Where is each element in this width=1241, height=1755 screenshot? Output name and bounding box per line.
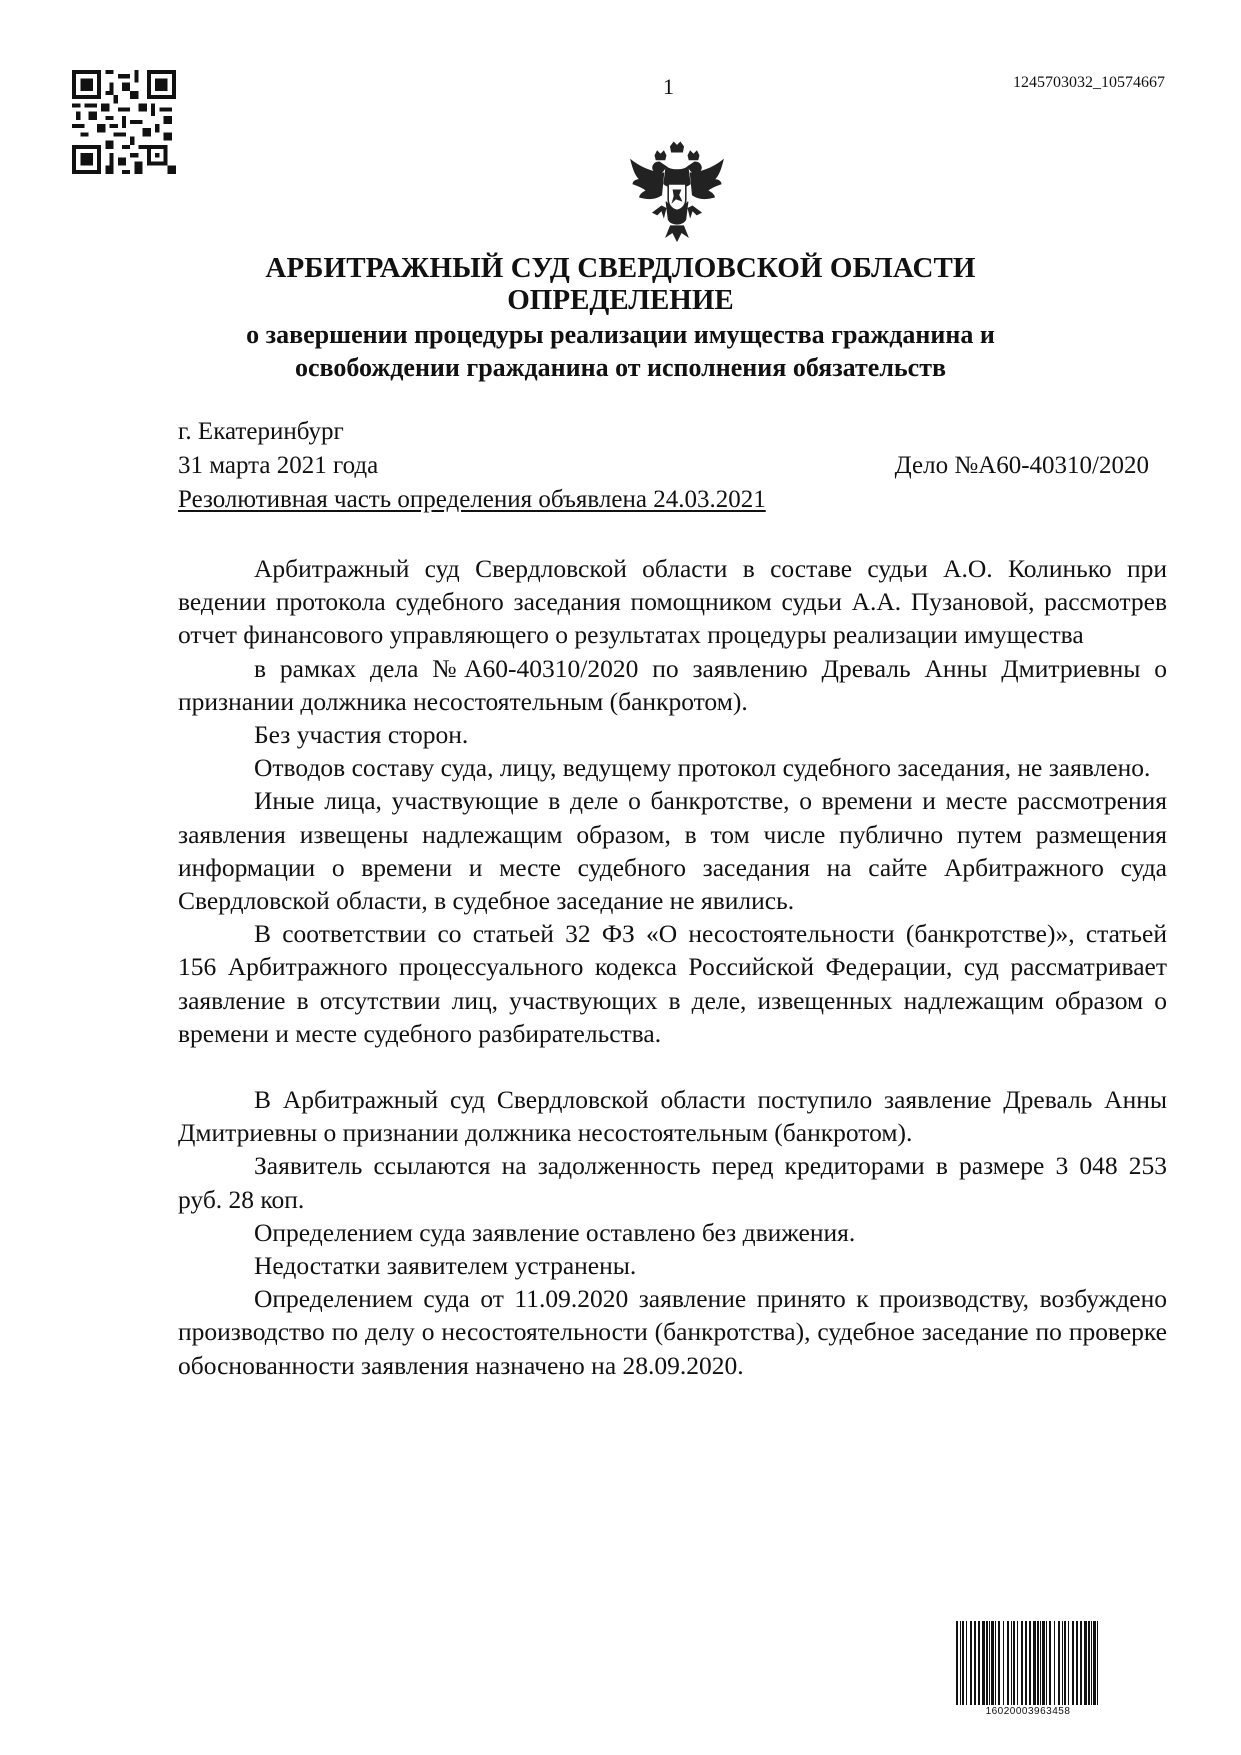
barcode-bar [1021,1621,1023,1705]
barcode-bar [1007,1621,1009,1705]
barcode-number: 16020003963458 [985,1706,1071,1717]
barcode-bar [960,1621,961,1705]
barcode-bar [991,1621,994,1705]
barcode-bar [962,1621,964,1705]
barcode-bar [1064,1621,1066,1705]
russian-coat-of-arms-icon [622,140,732,250]
barcode-bar [1072,1621,1074,1705]
paragraph-legal-basis: В соответствии со статьей 32 ФЗ «О несостоятельности (банкротстве)», статьей 156 Арбитражного процессуального кодекса Российской Федерации, суд рассматривает заявление в отсутствии лиц, участвующих в деле, извещенных надлежащим образом о времени и месте судебного разбирательства. [178,919,1167,1048]
barcode-bar [1040,1621,1041,1705]
barcode-icon [954,1621,1102,1705]
barcode-bar [982,1621,985,1705]
barcode-bar [1033,1621,1036,1705]
barcode-bar [1049,1621,1051,1705]
barcode-bar [1037,1621,1039,1705]
paragraph-deficiencies-fixed: Недостатки заявителем устранены. [254,1251,637,1281]
paragraph-no-challenges: Отводов составу суда, лицу, ведущему протокол судебного заседания, не заявлено. [254,753,1151,783]
barcode-bar [1058,1621,1060,1705]
barcode-bar [1025,1621,1027,1705]
paragraph-left-without-action: Определением суда заявление оставлено без движения. [254,1217,856,1247]
qr-code-icon [72,70,176,174]
barcode-bar [1091,1621,1092,1705]
document-type: ОПРЕДЕЛЕНИЕ [507,284,734,316]
barcode-bar [1042,1621,1045,1705]
barcode-bar [1046,1621,1047,1705]
barcode-bar [998,1621,1000,1705]
barcode-bar [978,1621,980,1705]
resolution-note: Резолютивная часть определения объявлена 24.03.2021 [178,486,766,513]
document-id: 1245703032_10574667 [1013,74,1165,91]
barcode-bar [1080,1621,1082,1705]
court-title: АРБИТРАЖНЫЙ СУД СВЕРДЛОВСКОЙ ОБЛАСТИ [265,252,976,284]
paragraph-notification: Иные лица, участвующие в деле о банкротстве, о времени и месте рассмотрения заявления извещены надлежащим образом, в том числе публично путем размещения информации о времени и месте судебного заседания на сайте Арбитражного суда Свердловской области, в судебное заседание не явились. [178,786,1167,916]
barcode-bar [974,1621,976,1705]
barcode-bar [1011,1621,1012,1705]
barcode-bar [1029,1621,1031,1705]
city: г. Екатеринбург [178,418,344,445]
barcode-bar [1013,1621,1015,1705]
barcode-bar [1003,1621,1004,1705]
page-number: 1 [663,74,674,99]
paragraph-parties-absent: Без участия сторон. [254,720,469,750]
case-number: Дело №А60-40310/2020 [894,452,1149,479]
paragraph-debt-amount: Заявитель ссылаются на задолженность перед кредиторами в размере 3 048 253 руб. 28 коп. [178,1151,1167,1214]
barcode-bar [1062,1621,1063,1705]
paragraph-case-reference: в рамках дела №А60-40310/2020 по заявлению Древаль Анны Дмитриевны о признании должника несостоятельным (банкротом). [178,653,1167,716]
barcode-bar [1054,1621,1055,1705]
subtitle-line-1: о завершении процедуры реализации имущества гражданина и [246,320,995,349]
barcode-bar [1017,1621,1018,1705]
barcode-bar [956,1621,958,1705]
document-date: 31 марта 2021 года [178,452,379,479]
barcode-bar [986,1621,988,1705]
document-body [178,552,1167,1382]
paragraph-application-received: В Арбитражный суд Свердловской области поступило заявление Древаль Анны Дмитриевны о признании должника несостоятельным (банкротом). [178,1085,1167,1148]
barcode-bar [989,1621,990,1705]
paragraph-court-composition: Арбитражный суд Свердловской области в составе судьи А.О. Колинько при ведении протокола судебного заседания помощником судьи А.А. Пузановой, рассмотрев отчет финансового управляющего о результатах процедуры реализации имущества [178,554,1167,650]
barcode-bar [1088,1621,1090,1705]
barcode-bar [1068,1621,1069,1705]
barcode-bar [1093,1621,1096,1705]
barcode-bar [966,1621,967,1705]
barcode-bar [1084,1621,1087,1705]
barcode-bar [1097,1621,1098,1705]
subtitle-line-2: освобождении гражданина от исполнения обязательств [294,353,947,382]
barcode-bar [1076,1621,1078,1705]
barcode-bar [970,1621,972,1705]
barcode-bar [995,1621,996,1705]
paragraph-proceedings-initiated: Определением суда от 11.09.2020 заявление принято к производству, возбуждено производство по делу о несостоятельности (банкротства), судебное заседание по проверке обоснованности заявления назначено на 28.09.2020. [178,1284,1167,1380]
